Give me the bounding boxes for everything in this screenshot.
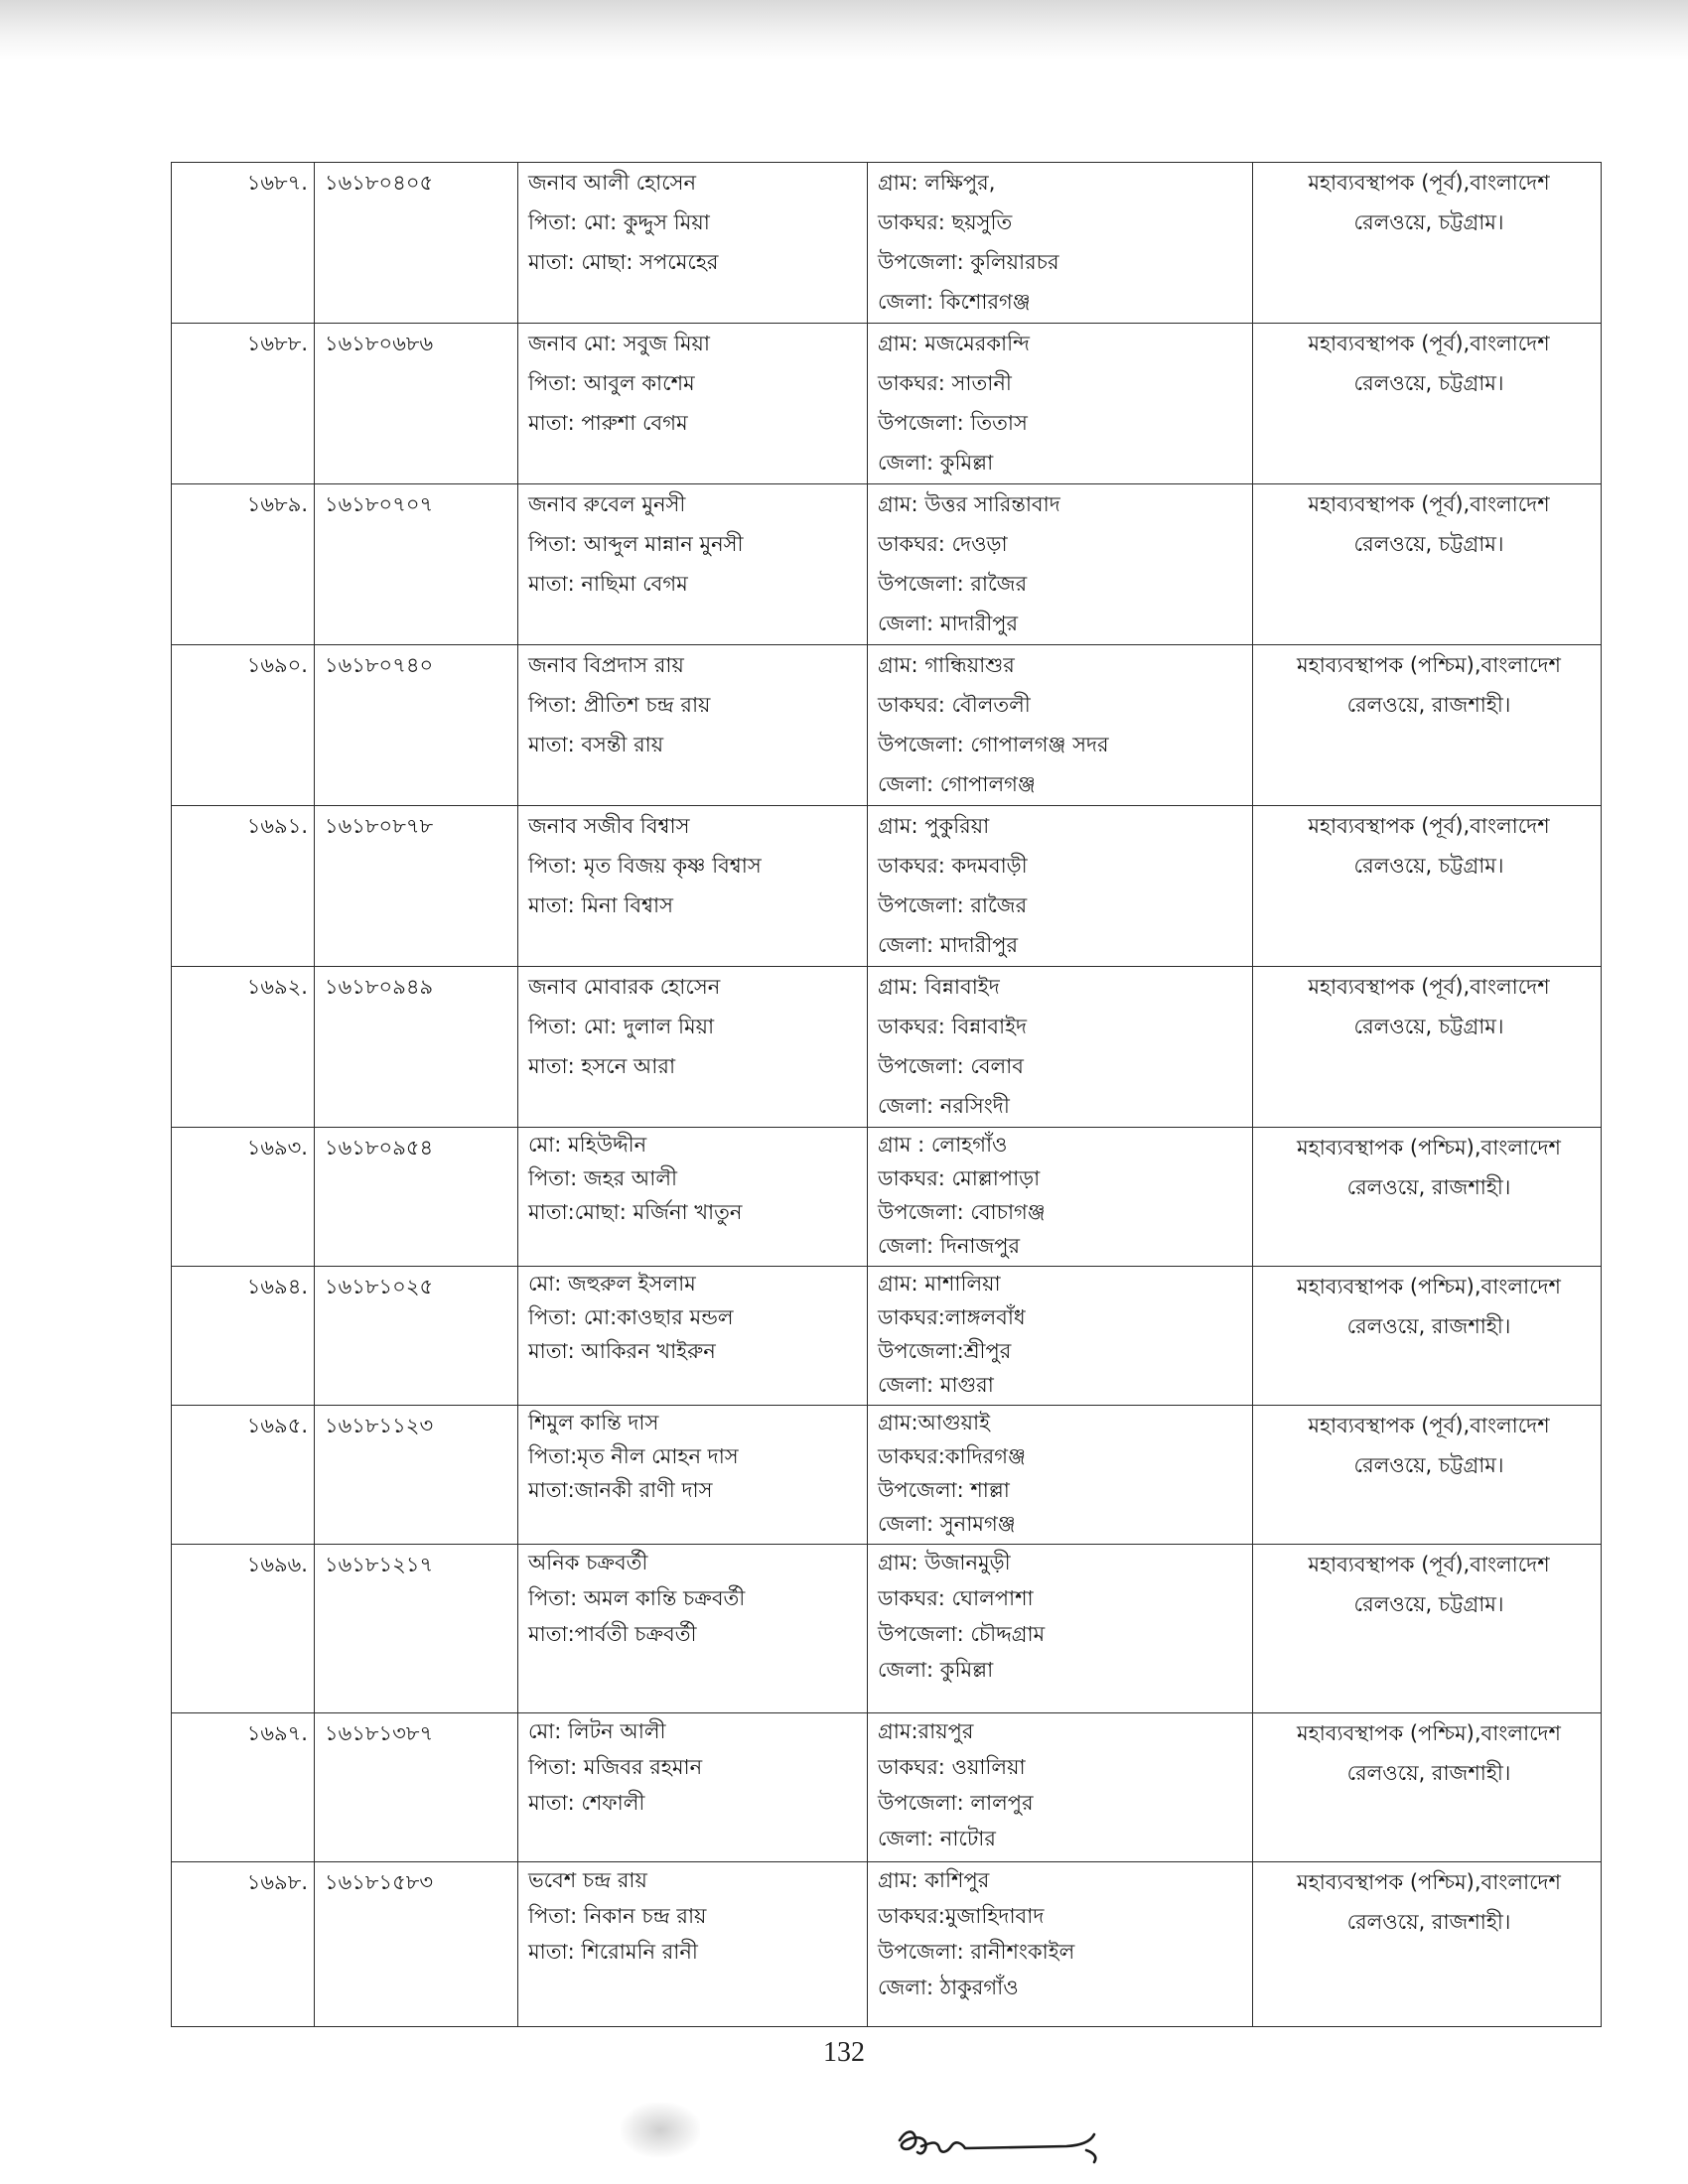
address-district: জেলা: মাদারীপুর xyxy=(878,612,1019,635)
father-name: পিতা: নিকান চন্দ্র রায় xyxy=(528,1904,707,1928)
address-village: গ্রাম: পুকুরিয়া xyxy=(878,814,990,838)
address-post: ডাকঘর:মুজাহিদাবাদ xyxy=(878,1904,1045,1928)
candidate-info xyxy=(518,1406,868,1545)
address-village: গ্রাম:রায়পুর xyxy=(878,1719,974,1743)
candidate-info xyxy=(518,1128,868,1267)
father-name: পিতা: মো: কুদ্দুস মিয়া xyxy=(528,210,710,234)
address-district: জেলা: কিশোরগঞ্জ xyxy=(878,290,1031,314)
roll-number: ১৬১৮০৪০৫ xyxy=(315,163,518,324)
mother-name: মাতা:মোছা: মর্জিনা খাতুন xyxy=(528,1200,743,1224)
address-district: জেলা: মাদারীপুর xyxy=(878,933,1019,957)
mother-name: মাতা: পারুশা বেগম xyxy=(528,411,688,435)
address-village: গ্রাম: মজমেরকান্দি xyxy=(878,332,1030,355)
address xyxy=(868,324,1253,484)
candidate-info xyxy=(518,163,868,324)
table-row xyxy=(172,1713,1602,1862)
table-row xyxy=(172,1406,1602,1545)
assigned-office xyxy=(1253,1713,1602,1862)
candidate-name: মো: মহিউদ্দীন xyxy=(528,1133,647,1157)
office-line-2: রেলওয়ে, চট্টগ্রাম। xyxy=(1353,1592,1504,1616)
mother-name: মাতা: হসনে আরা xyxy=(528,1054,676,1078)
table-row xyxy=(172,645,1602,806)
candidate-info xyxy=(518,645,868,806)
roll-number: ১৬১৮১১২৩ xyxy=(315,1406,518,1545)
address-upazila: উপজেলা: শাল্লা xyxy=(878,1478,1010,1502)
address-district: জেলা: নাটোর xyxy=(878,1827,996,1850)
candidate-info xyxy=(518,806,868,967)
address xyxy=(868,1545,1253,1713)
candidate-name: জনাব বিপ্রদাস রায় xyxy=(528,653,684,677)
roll-number: ১৬১৮১৫৮৩ xyxy=(315,1862,518,2027)
address-upazila: উপজেলা: রাজৈর xyxy=(878,893,1028,917)
candidate-name: জনাব মো: সবুজ মিয়া xyxy=(528,332,710,355)
office-line-1: মহাব্যবস্থাপক (পশ্চিম),বাংলাদেশ xyxy=(1297,1275,1561,1298)
roll-number: ১৬১৮০৭০৭ xyxy=(315,484,518,645)
mother-name: মাতা: নাছিমা বেগম xyxy=(528,572,688,596)
assigned-office xyxy=(1253,806,1602,967)
address-upazila: উপজেলা: গোপালগঞ্জ সদর xyxy=(878,733,1109,756)
serial-number: ১৬৯৪. xyxy=(172,1267,315,1406)
assigned-office xyxy=(1253,324,1602,484)
address-post: ডাকঘর: ছয়সুতি xyxy=(878,210,1013,234)
office-line-1: মহাব্যবস্থাপক (পূর্ব),বাংলাদেশ xyxy=(1308,492,1550,516)
address xyxy=(868,967,1253,1128)
address-post: ডাকঘর:লাঙ্গলবাঁধ xyxy=(878,1305,1026,1329)
office-line-2: রেলওয়ে, রাজশাহী। xyxy=(1346,1761,1511,1785)
address-post: ডাকঘর: মোল্লাপাড়া xyxy=(878,1166,1041,1190)
office-line-1: মহাব্যবস্থাপক (পশ্চিম),বাংলাদেশ xyxy=(1297,1721,1561,1745)
address-post: ডাকঘর: ঘোলপাশা xyxy=(878,1586,1034,1610)
office-line-2: রেলওয়ে, রাজশাহী। xyxy=(1346,693,1511,717)
table-row xyxy=(172,1862,1602,2027)
office-line-2: রেলওয়ে, চট্টগ্রাম। xyxy=(1353,854,1504,878)
candidate-info xyxy=(518,1267,868,1406)
address xyxy=(868,1267,1253,1406)
office-line-1: মহাব্যবস্থাপক (পশ্চিম),বাংলাদেশ xyxy=(1297,653,1561,677)
candidate-name: অনিক চক্রবর্তী xyxy=(528,1551,648,1574)
office-line-1: মহাব্যবস্থাপক (পূর্ব),বাংলাদেশ xyxy=(1308,975,1550,999)
serial-number: ১৬৯৮. xyxy=(172,1862,315,2027)
assigned-office xyxy=(1253,967,1602,1128)
address xyxy=(868,1406,1253,1545)
father-name: পিতা: অমল কান্তি চক্রবর্তী xyxy=(528,1586,746,1610)
serial-number: ১৬৯৫. xyxy=(172,1406,315,1545)
father-name: পিতা:মৃত নীল মোহন দাস xyxy=(528,1444,739,1468)
address-upazila: উপজেলা: বোচাগঞ্জ xyxy=(878,1200,1046,1224)
address xyxy=(868,484,1253,645)
address-post: ডাকঘর: কদমবাড়ী xyxy=(878,854,1028,878)
address-upazila: উপজেলা:শ্রীপুর xyxy=(878,1339,1012,1363)
candidate-name: ভবেশ চন্দ্র রায় xyxy=(528,1868,647,1892)
office-line-2: রেলওয়ে, চট্টগ্রাম। xyxy=(1353,532,1504,556)
office-line-2: রেলওয়ে, চট্টগ্রাম। xyxy=(1353,1453,1504,1477)
father-name: পিতা: মৃত বিজয় কৃষ্ণ বিশ্বাস xyxy=(528,854,762,878)
address-upazila: উপজেলা: তিতাস xyxy=(878,411,1028,435)
candidate-name: শিমুল কান্তি দাস xyxy=(528,1411,659,1434)
father-name: পিতা: জহর আলী xyxy=(528,1166,678,1190)
address-village: গ্রাম: মাশালিয়া xyxy=(878,1272,1001,1296)
candidate-info xyxy=(518,1545,868,1713)
serial-number: ১৬৯০. xyxy=(172,645,315,806)
assigned-office xyxy=(1253,1862,1602,2027)
mother-name: মাতা: মোছা: সপমেহের xyxy=(528,250,719,274)
address-village: গ্রাম: লক্ষিপুর, xyxy=(878,171,996,195)
serial-number: ১৬৯৭. xyxy=(172,1713,315,1862)
address-post: ডাকঘর: সাতানী xyxy=(878,371,1012,395)
mother-name: মাতা: মিনা বিশ্বাস xyxy=(528,893,673,917)
address xyxy=(868,645,1253,806)
office-line-2: রেলওয়ে, চট্টগ্রাম। xyxy=(1353,371,1504,395)
table-row xyxy=(172,163,1602,324)
address xyxy=(868,806,1253,967)
office-line-1: মহাব্যবস্থাপক (পূর্ব),বাংলাদেশ xyxy=(1308,1414,1550,1437)
address-upazila: উপজেলা: রাজৈর xyxy=(878,572,1028,596)
stamp-smudge xyxy=(621,2103,700,2157)
office-line-1: মহাব্যবস্থাপক (পূর্ব),বাংলাদেশ xyxy=(1308,814,1550,838)
serial-number: ১৬৯৩. xyxy=(172,1128,315,1267)
mother-name: মাতা: আকিরন খাইরুন xyxy=(528,1339,716,1363)
assigned-office xyxy=(1253,1267,1602,1406)
office-line-2: রেলওয়ে, রাজশাহী। xyxy=(1346,1175,1511,1199)
candidate-info xyxy=(518,324,868,484)
father-name: পিতা: আব্দুল মান্নান মুনসী xyxy=(528,532,744,556)
candidate-table xyxy=(171,162,1602,2027)
mother-name: মাতা: শেফালী xyxy=(528,1791,645,1815)
father-name: পিতা: আবুল কাশেম xyxy=(528,371,695,395)
roll-number: ১৬১৮০৯৫৪ xyxy=(315,1128,518,1267)
candidate-name: মো: লিটন আলী xyxy=(528,1719,666,1743)
address-post: ডাকঘর: বিন্নাবাইদ xyxy=(878,1015,1028,1038)
table-row xyxy=(172,806,1602,967)
roll-number: ১৬১৮০৯৪৯ xyxy=(315,967,518,1128)
address-upazila: উপজেলা: লালপুর xyxy=(878,1791,1034,1815)
candidate-name: জনাব আলী হোসেন xyxy=(528,171,697,195)
office-line-1: মহাব্যবস্থাপক (পূর্ব),বাংলাদেশ xyxy=(1308,1553,1550,1576)
table-row xyxy=(172,1545,1602,1713)
assigned-office xyxy=(1253,1128,1602,1267)
address-district: জেলা: দিনাজপুর xyxy=(878,1234,1021,1258)
roll-number: ১৬১৮০৭৪০ xyxy=(315,645,518,806)
address-village: গ্রাম: গান্ধিয়াশুর xyxy=(878,653,1015,677)
table-row xyxy=(172,324,1602,484)
assigned-office xyxy=(1253,1545,1602,1713)
address-village: গ্রাম : লোহগাঁও xyxy=(878,1133,1008,1157)
serial-number: ১৬৯৬. xyxy=(172,1545,315,1713)
address-district: জেলা: মাগুরা xyxy=(878,1373,994,1397)
address xyxy=(868,1862,1253,2027)
roll-number: ১৬১৮১২১৭ xyxy=(315,1545,518,1713)
address-upazila: উপজেলা: কুলিয়ারচর xyxy=(878,250,1059,274)
candidate-name: জনাব মোবারক হোসেন xyxy=(528,975,721,999)
father-name: পিতা: প্রীতিশ চন্দ্র রায় xyxy=(528,693,711,717)
roll-number: ১৬১৮১০২৫ xyxy=(315,1267,518,1406)
office-line-1: মহাব্যবস্থাপক (পশ্চিম),বাংলাদেশ xyxy=(1297,1870,1561,1894)
address xyxy=(868,1713,1253,1862)
address-district: জেলা: কুমিল্লা xyxy=(878,1658,994,1682)
address-upazila: উপজেলা: রানীশংকাইল xyxy=(878,1940,1075,1964)
candidate-name: মো: জহুরুল ইসলাম xyxy=(528,1272,696,1296)
serial-number: ১৬৮৮. xyxy=(172,324,315,484)
office-line-1: মহাব্যবস্থাপক (পূর্ব),বাংলাদেশ xyxy=(1308,171,1550,195)
father-name: পিতা: মো:কাওছার মন্ডল xyxy=(528,1305,734,1329)
table-row xyxy=(172,967,1602,1128)
table-row xyxy=(172,484,1602,645)
office-line-1: মহাব্যবস্থাপক (পশ্চিম),বাংলাদেশ xyxy=(1297,1136,1561,1160)
serial-number: ১৬৯২. xyxy=(172,967,315,1128)
table-row xyxy=(172,1267,1602,1406)
table-row xyxy=(172,1128,1602,1267)
address-district: জেলা: ঠাকুরগাঁও xyxy=(878,1976,1019,1999)
address-district: জেলা: নরসিংদী xyxy=(878,1094,1010,1118)
address-post: ডাকঘর:কাদিরগঞ্জ xyxy=(878,1444,1026,1468)
mother-name: মাতা:জানকী রাণী দাস xyxy=(528,1478,713,1502)
roll-number: ১৬১৮০৮৭৮ xyxy=(315,806,518,967)
address-post: ডাকঘর: ওয়ালিয়া xyxy=(878,1755,1026,1779)
assigned-office xyxy=(1253,484,1602,645)
roll-number: ১৬১৮০৬৮৬ xyxy=(315,324,518,484)
roll-number: ১৬১৮১৩৮৭ xyxy=(315,1713,518,1862)
office-line-2: রেলওয়ে, চট্টগ্রাম। xyxy=(1353,210,1504,234)
signature-mark xyxy=(892,2113,1110,2182)
address-upazila: উপজেলা: চৌদ্দগ্রাম xyxy=(878,1622,1046,1646)
serial-number: ১৬৮৯. xyxy=(172,484,315,645)
candidate-info xyxy=(518,484,868,645)
address-post: ডাকঘর: বৌলতলী xyxy=(878,693,1031,717)
assigned-office xyxy=(1253,163,1602,324)
address-village: গ্রাম: বিন্নাবাইদ xyxy=(878,975,1000,999)
candidate-info xyxy=(518,1862,868,2027)
assigned-office xyxy=(1253,645,1602,806)
serial-number: ১৬৯১. xyxy=(172,806,315,967)
serial-number: ১৬৮৭. xyxy=(172,163,315,324)
address-district: জেলা: গোপালগঞ্জ xyxy=(878,772,1036,796)
mother-name: মাতা: শিরোমনি রানী xyxy=(528,1940,698,1964)
assigned-office xyxy=(1253,1406,1602,1545)
office-line-2: রেলওয়ে, রাজশাহী। xyxy=(1346,1910,1511,1934)
candidate-name: জনাব সজীব বিশ্বাস xyxy=(528,814,690,838)
address-village: গ্রাম: কাশিপুর xyxy=(878,1868,990,1892)
candidate-info xyxy=(518,1713,868,1862)
address-upazila: উপজেলা: বেলাব xyxy=(878,1054,1024,1078)
address xyxy=(868,163,1253,324)
address-post: ডাকঘর: দেওড়া xyxy=(878,532,1008,556)
father-name: পিতা: মজিবর রহমান xyxy=(528,1755,703,1779)
mother-name: মাতা:পার্বতী চক্রবর্তী xyxy=(528,1622,697,1646)
father-name: পিতা: মো: দুলাল মিয়া xyxy=(528,1015,715,1038)
address-district: জেলা: কুমিল্লা xyxy=(878,451,994,475)
office-line-2: রেলওয়ে, রাজশাহী। xyxy=(1346,1314,1511,1338)
address-village: গ্রাম: উত্তর সারিন্তাবাদ xyxy=(878,492,1060,516)
address-village: গ্রাম:আগুয়াই xyxy=(878,1411,991,1434)
candidate-name: জনাব রুবেল মুনসী xyxy=(528,492,686,516)
address-district: জেলা: সুনামগঞ্জ xyxy=(878,1512,1016,1536)
office-line-2: রেলওয়ে, চট্টগ্রাম। xyxy=(1353,1015,1504,1038)
address xyxy=(868,1128,1253,1267)
page-number: 132 xyxy=(823,2037,865,2068)
address-village: গ্রাম: উজানমুড়ী xyxy=(878,1551,1011,1574)
candidate-info xyxy=(518,967,868,1128)
scan-edge-shadow xyxy=(0,0,1688,60)
office-line-1: মহাব্যবস্থাপক (পূর্ব),বাংলাদেশ xyxy=(1308,332,1550,355)
mother-name: মাতা: বসন্তী রায় xyxy=(528,733,664,756)
